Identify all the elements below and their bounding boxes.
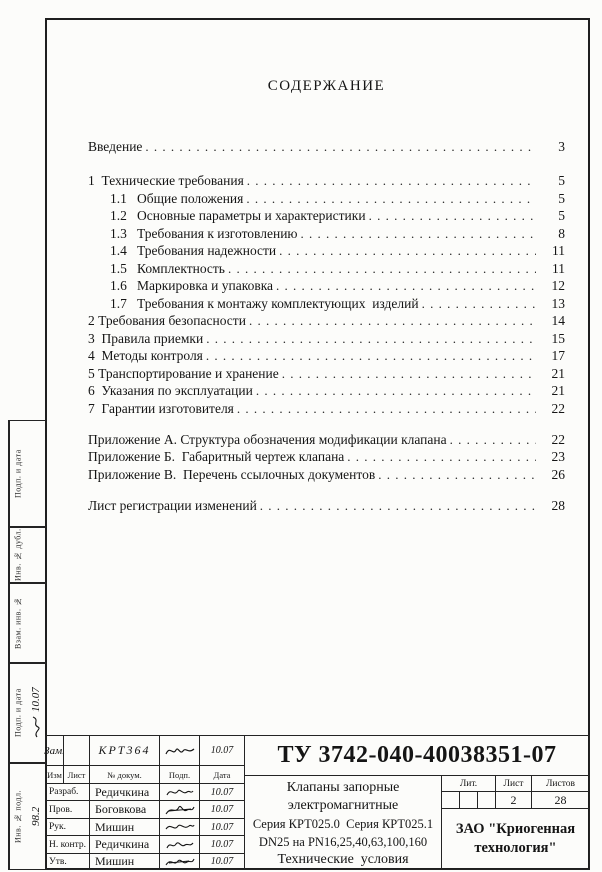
toc-entry: [88, 174, 565, 187]
strip-cell-podp-i-data-2: [8, 663, 46, 763]
lit-subcell-2: [459, 791, 478, 809]
toc-entry: [88, 499, 565, 512]
signature-icon: [165, 821, 195, 833]
dot-leader: [378, 468, 536, 481]
dot-leader: [260, 499, 536, 512]
name-ruk: Мишин: [89, 818, 160, 836]
dot-leader: [301, 227, 536, 240]
page-title: СОДЕРЖАНИЕ: [267, 78, 386, 94]
dot-leader: [282, 367, 536, 380]
signature-icon: [166, 786, 194, 798]
product-description: [244, 775, 442, 870]
toc-entry: [88, 262, 565, 275]
toc-entry: [88, 192, 565, 205]
toc-page-number: 8: [558, 225, 565, 241]
change-row-doc-number: КРТ364: [89, 735, 160, 766]
strip-cell-vzam-inv: [8, 583, 46, 663]
toc-page-number: 15: [551, 330, 565, 346]
toc-entry-label: 1.6 Маркировка и упаковка: [110, 278, 274, 293]
toc-page-number: 12: [551, 278, 565, 293]
col-header-izm: Изм: [45, 765, 64, 784]
left-gost-strip: [8, 420, 46, 870]
strip-cell-podp-i-data-1: [8, 420, 46, 527]
toc-entry-label: 3 Правила приемки: [88, 330, 204, 346]
name-n-kontr: Редичкина: [89, 835, 160, 854]
toc-entry: [88, 209, 565, 222]
toc-page-number: 21: [551, 365, 565, 381]
dot-leader: [246, 192, 536, 205]
toc-entry-label: 4 Методы контроля: [88, 348, 203, 363]
toc-entry-label: Приложение Б. Габаритный чертеж клапана: [88, 449, 345, 464]
name-prov: Боговкова: [89, 800, 160, 819]
role-prov: Пров.: [45, 800, 90, 819]
dot-leader: [249, 314, 536, 327]
toc-entry: [88, 450, 565, 463]
toc-entry-label: 1.5 Комплектность: [110, 260, 225, 276]
dot-leader: [237, 402, 536, 415]
description-line: DN25 на PN16,25,40,63,100,160: [258, 835, 428, 849]
change-row-list: [63, 735, 90, 766]
signature-icon: [165, 803, 195, 816]
toc-entry-label: 1.3 Требования к изготовлению: [110, 225, 298, 241]
description-line: Серия КРТ025.0 Серия КРТ025.1: [252, 817, 434, 831]
toc-page-number: 13: [551, 295, 565, 311]
toc-entry: [88, 227, 565, 240]
date-n-kontr: 10.07: [199, 835, 245, 854]
toc-entry: [88, 244, 565, 257]
change-row-signature: [159, 735, 200, 766]
strip-date-text: 10.07: [30, 687, 42, 713]
dot-leader: [206, 349, 536, 362]
toc-entry: [88, 468, 565, 481]
strip-value: [26, 528, 46, 582]
toc-page-number: 14: [551, 313, 565, 328]
strip-label: Подп. и дата: [9, 664, 26, 762]
toc-entry-label: Приложение А. Структура обозначения модификации клапана: [88, 431, 447, 447]
listov-header: Листов: [531, 775, 590, 792]
toc-entry-label: 1.1 Общие положения: [110, 190, 244, 206]
toc-entry-label: 7 Гарантии изготовителя: [88, 400, 234, 416]
toc-entry: [88, 297, 565, 310]
description-line: Клапаны запорные: [286, 780, 400, 795]
role-n-kontr: Н. контр.: [45, 835, 90, 854]
strip-label: Взам. инв. №: [9, 584, 26, 662]
signature-icon: [165, 856, 195, 868]
signature-ruk: [159, 818, 200, 836]
col-header-doc-number: № докум.: [89, 765, 160, 784]
toc-entry: [88, 367, 565, 380]
list-value: 2: [495, 791, 532, 809]
dot-leader: [276, 279, 536, 292]
toc-entry: [88, 279, 565, 292]
strip-cell-inv-dubl: [8, 527, 46, 583]
dot-leader: [256, 384, 536, 397]
col-header-sign: Подп.: [159, 765, 200, 784]
toc-page-number: 21: [551, 383, 565, 398]
toc-entry: [88, 332, 565, 345]
description-line: электромагнитные: [287, 798, 399, 813]
toc-entry-label: 2 Требования безопасности: [88, 313, 246, 328]
change-row-izm: Зам.: [45, 735, 64, 766]
toc-entry: [88, 349, 565, 362]
strip-handwritten-number: 98.2: [30, 806, 42, 827]
lit-subcell-1: [441, 791, 460, 809]
toc-entry: [88, 384, 565, 397]
dot-leader: [206, 332, 536, 345]
strip-value: [26, 584, 46, 662]
col-header-date: Дата: [199, 765, 245, 784]
change-row-date: 10.07: [199, 735, 245, 766]
strip-label: Подп. и дата: [9, 421, 26, 526]
lit-subcell-3: [477, 791, 496, 809]
toc-entry-label: 1.7 Требования к монтажу комплектующих изделий: [110, 295, 419, 311]
role-ruk: Рук.: [45, 818, 90, 836]
toc-page-number: 28: [551, 497, 565, 513]
toc-entry: [88, 433, 565, 446]
dot-leader: [347, 450, 536, 463]
role-razrab: Разраб.: [45, 783, 90, 801]
toc-page-number: 3: [558, 139, 565, 154]
strip-label: Инв. № дубл.: [9, 528, 26, 582]
date-ruk: 10.07: [199, 818, 245, 836]
company-name: ЗАО "Криогенная технология": [441, 808, 590, 870]
toc-page-number: 5: [558, 190, 565, 206]
signature-razrab: [159, 783, 200, 801]
toc-page-number: 5: [558, 208, 565, 223]
name-razrab: Редичкина: [89, 783, 160, 801]
dot-leader: [369, 209, 536, 222]
toc-entry: [88, 314, 565, 327]
name-utv: Мишин: [89, 853, 160, 870]
toc-page-number: 22: [551, 400, 565, 416]
strip-value: [26, 421, 46, 526]
toc-entry-label: 5 Транспортирование и хранение: [88, 365, 279, 381]
dot-leader: [450, 433, 536, 446]
date-razrab: 10.07: [199, 783, 245, 801]
dot-leader: [279, 244, 536, 257]
role-utv: Утв.: [45, 853, 90, 870]
dot-leader: [228, 262, 536, 275]
toc-page-number: 22: [551, 431, 565, 447]
col-header-list: Лист: [63, 765, 90, 784]
toc-page-number: 11: [552, 260, 565, 276]
dot-leader: [422, 297, 536, 310]
signature-utv: [159, 853, 200, 870]
toc-entry-label: 1.4 Требования надежности: [110, 243, 277, 258]
date-prov: 10.07: [199, 800, 245, 819]
listov-value: 28: [531, 791, 590, 809]
toc-page-number: 5: [558, 173, 565, 188]
toc-entry-label: 1 Технические требования: [88, 173, 244, 188]
signature-prov: [159, 800, 200, 819]
signature-icon: [31, 716, 41, 738]
toc-entry-label: Введение: [88, 139, 143, 154]
strip-handwritten-date: [26, 664, 46, 762]
toc-entry: [88, 140, 565, 153]
strip-label: Инв. № подл.: [9, 764, 26, 869]
strip-cell-inv-podl: [8, 763, 46, 870]
toc-entry-label: Приложение В. Перечень ссылочных документов: [88, 466, 376, 482]
signature-icon: [165, 744, 195, 758]
toc-entry: [88, 402, 565, 415]
signature-icon: [166, 839, 194, 851]
toc-page-number: 11: [552, 243, 565, 258]
toc-entry-label: 1.2 Основные параметры и характеристики: [110, 208, 366, 223]
toc-page-number: 26: [551, 466, 565, 482]
toc-entry-label: 6 Указания по эксплуатации: [88, 383, 253, 398]
dot-leader: [145, 140, 536, 153]
table-of-contents: [88, 140, 565, 512]
description-line: Технические условия: [277, 852, 409, 867]
date-utv: 10.07: [199, 853, 245, 870]
signature-n-kontr: [159, 835, 200, 854]
toc-page-number: 23: [551, 449, 565, 464]
toc-page-number: 17: [551, 348, 565, 363]
dot-leader: [247, 174, 536, 187]
document-number: ТУ 3742-040-40038351-07: [244, 735, 590, 776]
lit-header: Лит.: [441, 775, 496, 792]
toc-entry-label: Лист регистрации изменений: [88, 497, 257, 513]
title-block: [45, 735, 590, 870]
list-header: Лист: [495, 775, 532, 792]
